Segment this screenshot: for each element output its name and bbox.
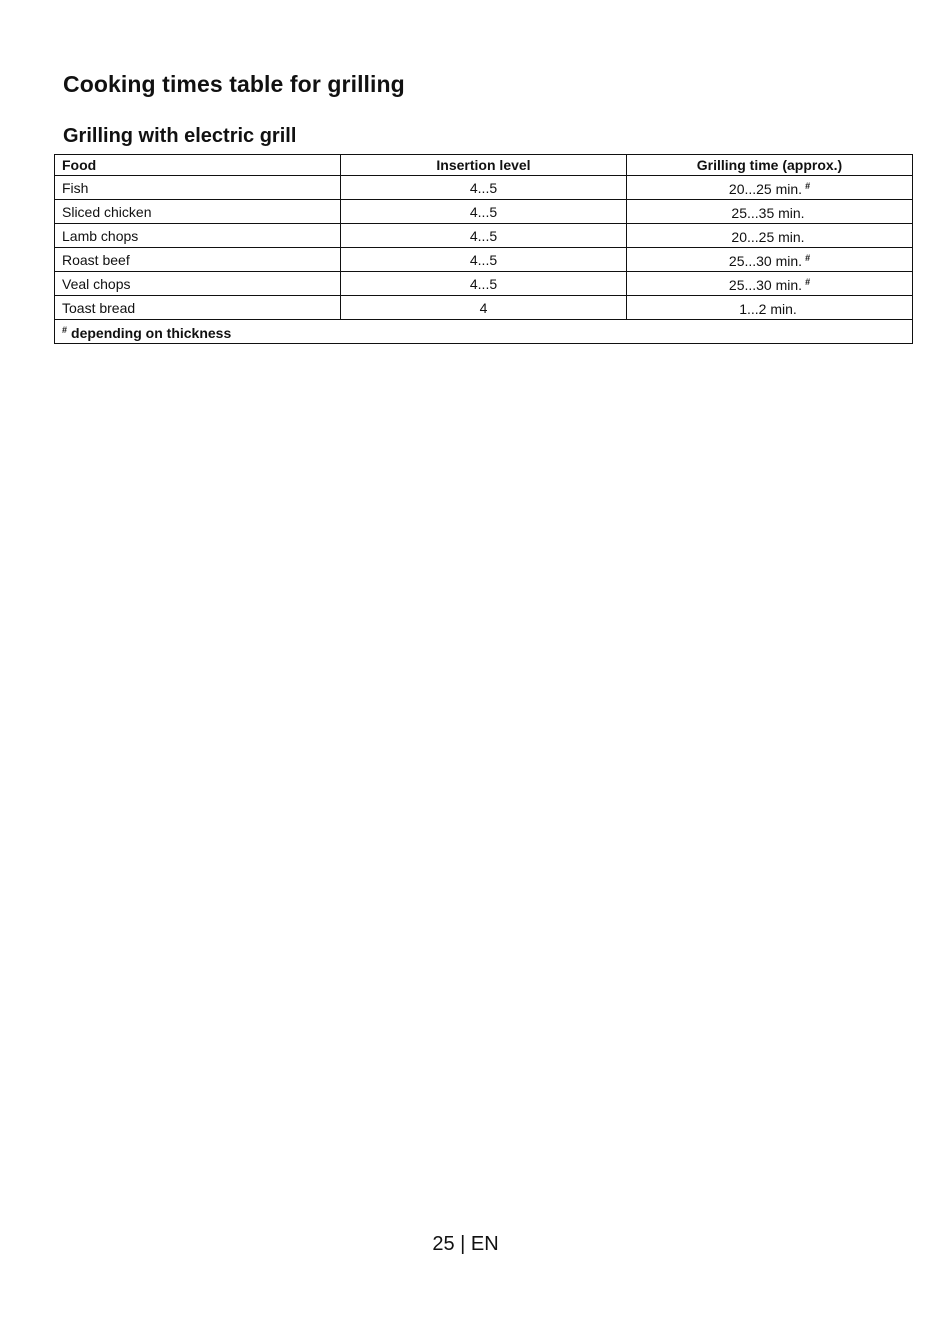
cell-time — [627, 200, 913, 224]
cell-food: Roast beef — [55, 248, 341, 272]
page-title: Cooking times table for grilling — [63, 71, 405, 97]
section-title: Grilling with electric grill — [63, 125, 297, 147]
cell-level: 4...5 — [341, 272, 627, 296]
footnote-text: depending on thickness — [71, 325, 232, 341]
cell-time — [627, 224, 913, 248]
cell-level: 4 — [341, 296, 627, 320]
cell-food: Veal chops — [55, 272, 341, 296]
cell-food: Sliced chicken — [55, 200, 341, 224]
cell-time — [627, 296, 913, 320]
footnote-marker: # — [805, 181, 811, 191]
footnote-marker: # — [805, 277, 811, 287]
cell-time — [627, 248, 913, 272]
cell-level: 4...5 — [341, 224, 627, 248]
time-value: 20...25 min. — [731, 229, 805, 245]
footnote-marker: # — [62, 325, 68, 335]
table-row — [55, 224, 913, 248]
page-number: 25 | EN — [432, 1233, 499, 1255]
cell-food: Lamb chops — [55, 224, 341, 248]
cell-food: Fish — [55, 176, 341, 200]
time-value: 20...25 min. — [728, 181, 803, 197]
table-row — [55, 176, 913, 200]
table-row — [55, 200, 913, 224]
time-value: 25...30 min. — [728, 277, 803, 293]
table-row — [55, 296, 913, 320]
cell-level: 4...5 — [341, 200, 627, 224]
table-header-row — [55, 155, 913, 176]
table-row — [55, 248, 913, 272]
time-value: 25...30 min. — [728, 253, 803, 269]
header-food: Food — [55, 155, 341, 176]
header-insertion-level: Insertion level — [341, 155, 627, 176]
time-value: 1...2 min. — [739, 301, 797, 317]
grilling-times-table — [54, 154, 913, 344]
cell-time — [627, 176, 913, 200]
cell-level: 4...5 — [341, 176, 627, 200]
cell-level: 4...5 — [341, 248, 627, 272]
footnote-marker: # — [805, 253, 811, 263]
table-row — [55, 272, 913, 296]
footnote-cell — [55, 320, 913, 344]
cell-food: Toast bread — [55, 296, 341, 320]
header-grilling-time: Grilling time (approx.) — [627, 155, 913, 176]
cell-time — [627, 272, 913, 296]
table-footnote-row — [55, 320, 913, 344]
time-value: 25...35 min. — [731, 205, 805, 221]
